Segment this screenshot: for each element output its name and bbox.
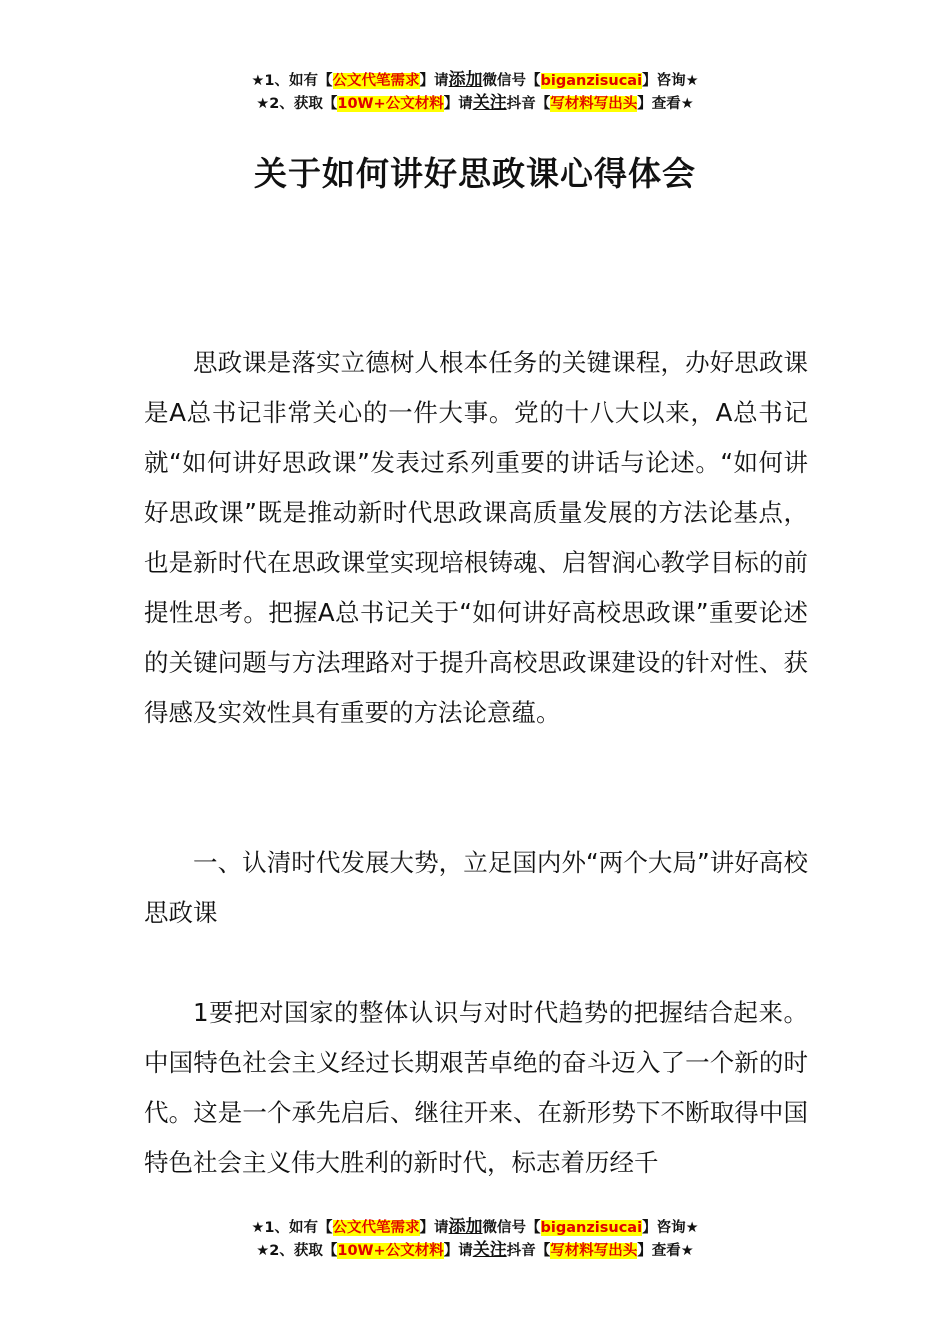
footer-banner [0, 1216, 950, 1262]
banner-text: 】请 [419, 1220, 449, 1236]
star-icon: ★ [251, 73, 265, 89]
highlight-materials: 10W+公文材料 [337, 1243, 444, 1259]
banner-text: 抖音【 [506, 96, 551, 112]
banner-text: 】查看 [637, 96, 681, 112]
banner-text: 】咨询 [642, 73, 686, 89]
banner-emphasis: 关注 [472, 93, 507, 113]
header-banner [0, 69, 950, 115]
banner-text: 抖音【 [506, 1243, 551, 1259]
highlight-wechat-id: biganzisucai [540, 1220, 643, 1236]
star-icon: ★ [680, 96, 694, 112]
banner-line-1 [0, 69, 950, 92]
highlight-service: 公文代笔需求 [332, 73, 420, 89]
star-icon: ★ [256, 1243, 270, 1259]
banner-line-2 [0, 92, 950, 115]
banner-text: 2、获取【 [269, 1243, 338, 1259]
banner-emphasis: 添加 [448, 70, 483, 90]
star-icon: ★ [680, 1243, 694, 1259]
star-icon: ★ [685, 73, 699, 89]
highlight-douyin-account: 写材料写出头 [550, 96, 638, 112]
banner-line-2 [0, 1239, 950, 1262]
highlight-wechat-id: biganzisucai [540, 73, 643, 89]
paragraph-point-1: 1要把对国家的整体认识与对时代趋势的把握结合起来。中国特色社会主义经过长期艰苦卓绝的奋斗迈入了一个新的时代。这是一个承先启后、继往开来、在新形势下不断取得中国特色社会主义伟大胜利的新时代，标志着历经千 [144, 998, 808, 1177]
section-heading: 一、认清时代发展大势，立足国内外“两个大局”讲好高校思政课 [144, 848, 808, 927]
banner-text: 】请 [443, 96, 473, 112]
star-icon: ★ [685, 1220, 699, 1236]
banner-text: 1、如有【 [264, 1220, 333, 1236]
document-title: 关于如何讲好思政课心得体会 [254, 154, 696, 193]
banner-text: 2、获取【 [269, 96, 338, 112]
star-icon: ★ [256, 96, 270, 112]
banner-text: 微信号【 [482, 1220, 541, 1236]
highlight-douyin-account: 写材料写出头 [550, 1243, 638, 1259]
highlight-materials: 10W+公文材料 [337, 96, 444, 112]
banner-text: 】咨询 [642, 1220, 686, 1236]
banner-text: 1、如有【 [264, 73, 333, 89]
highlight-service: 公文代笔需求 [332, 1220, 420, 1236]
banner-line-1 [0, 1216, 950, 1239]
star-icon: ★ [251, 1220, 265, 1236]
banner-text: 微信号【 [482, 73, 541, 89]
banner-text: 】请 [419, 73, 449, 89]
banner-emphasis: 关注 [472, 1240, 507, 1260]
banner-emphasis: 添加 [448, 1217, 483, 1237]
paragraph-intro: 思政课是落实立德树人根本任务的关键课程，办好思政课是A总书记非常关心的一件大事。党的十八大以来，A总书记就“如何讲好思政课”发表过系列重要的讲话与论述。“如何讲好思政课”既是推动新时代思政课高质量发展的方法论基点，也是新时代在思政课堂实现培根铸魂、启智润心教学目标的前提性思考。把握A总书记关于“如何讲好高校思政课”重要论述的关键问题与方法理路对于提升高校思政课建设的针对性、获得感及实效性具有重要的方法论意蕴。 [144, 348, 808, 727]
banner-text: 】请 [443, 1243, 473, 1259]
banner-text: 】查看 [637, 1243, 681, 1259]
